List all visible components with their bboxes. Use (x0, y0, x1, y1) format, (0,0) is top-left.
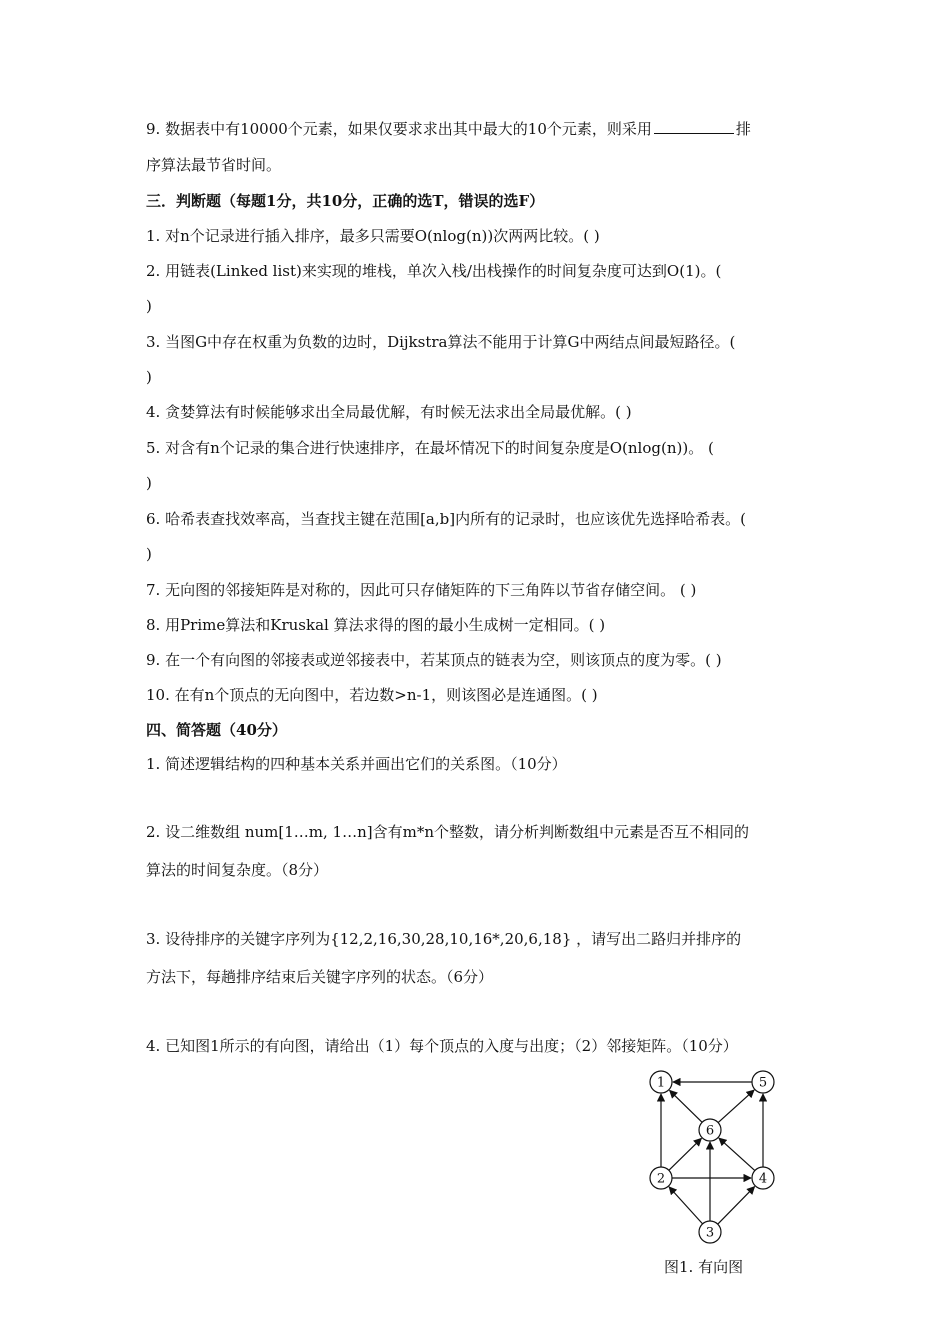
tf-item-6: 6. 哈希表查找效率高，当查找主键在范围[a,b]内所有的记录时，也应该优先选择哈希表。( (146, 510, 746, 528)
figure-caption: 图1. 有向图 (664, 1258, 744, 1276)
tf-item-10: 10. 在有n个顶点的无向图中，若边数>n-1，则该图必是连通图。( ) (146, 686, 598, 704)
graph-node-label-6: 6 (705, 1123, 715, 1139)
short-q3-line2: 方法下，每趟排序结束后关键字序列的状态。（6分） (146, 968, 494, 986)
graph-edge-4-6 (719, 1138, 755, 1171)
tf-item-1: 1. 对n个记录进行插入排序，最多只需要O(nlog(n))次两两比较。( ) (146, 227, 600, 245)
section3-heading: 三．判断题（每题1分，共10分，正确的选T，错误的选F） (146, 192, 545, 210)
tf-item-8: 8. 用Prime算法和Kruskal 算法求得的图的最小生成树一定相同。( ) (146, 616, 606, 634)
section4-heading: 四、简答题（40分） (146, 721, 287, 739)
graph-edge-6-5 (718, 1090, 754, 1123)
short-q2-line2: 算法的时间复杂度。（8分） (146, 861, 329, 879)
graph-node-label-4: 4 (758, 1171, 768, 1187)
fill-q9-text-b: 排 (735, 120, 751, 138)
short-q2-line1: 2. 设二维数组 num[1…m, 1…n]含有m*n个整数，请分析判断数组中元素是否互不相同的 (146, 823, 749, 841)
tf-item-5-cont: ) (146, 474, 152, 492)
graph-node-label-1: 1 (656, 1075, 666, 1091)
tf-item-7: 7. 无向图的邻接矩阵是对称的，因此可只存储矩阵的下三角阵以节省存储空间。 ( ) (146, 581, 697, 599)
fill-q9-line1 (146, 119, 811, 139)
graph-edge-3-2 (669, 1187, 703, 1224)
graph-edge-2-6 (669, 1138, 702, 1170)
tf-item-5: 5. 对含有n个记录的集合进行快速排序，在最坏情况下的时间复杂度是O(nlog(n))。 ( (146, 439, 714, 457)
tf-item-2-cont: ) (146, 297, 152, 315)
tf-item-3: 3. 当图G中存在权重为负数的边时，Dijkstra算法不能用于计算G中两结点间最短路径。( (146, 333, 736, 351)
directed-graph-figure (630, 1062, 800, 1252)
graph-node-label-3: 3 (705, 1225, 715, 1241)
tf-item-3-cont: ) (146, 368, 152, 386)
fill-q9-line2: 序算法最节省时间。 (146, 156, 282, 174)
short-q1: 1. 简述逻辑结构的四种基本关系并画出它们的关系图。（10分） (146, 755, 567, 773)
tf-item-9: 9. 在一个有向图的邻接表或逆邻接表中，若某顶点的链表为空，则该顶点的度为零。( ) (146, 651, 722, 669)
short-q3-line1: 3. 设待排序的关键字序列为{12,2,16,30,28,10,16*,20,6,18} ，请写出二路归并排序的 (146, 930, 742, 948)
graph-edge-6-1 (670, 1090, 703, 1122)
short-q4: 4. 已知图1所示的有向图，请给出（1）每个顶点的入度与出度；（2）邻接矩阵。（10分） (146, 1037, 738, 1055)
graph-edge-3-4 (718, 1187, 755, 1225)
tf-item-6-cont: ) (146, 545, 152, 563)
answer-blank[interactable] (654, 119, 734, 134)
graph-node-label-5: 5 (758, 1075, 768, 1091)
fill-q9-text-a: 9. 数据表中有10000个元素，如果仅要求求出其中最大的10个元素，则采用 (146, 120, 652, 138)
graph-node-label-2: 2 (656, 1171, 666, 1187)
tf-item-2: 2. 用链表(Linked list)来实现的堆栈，单次入栈/出栈操作的时间复杂度可达到O(1)。( (146, 262, 722, 280)
tf-item-4: 4. 贪婪算法有时候能够求出全局最优解，有时候无法求出全局最优解。( ) (146, 403, 632, 421)
